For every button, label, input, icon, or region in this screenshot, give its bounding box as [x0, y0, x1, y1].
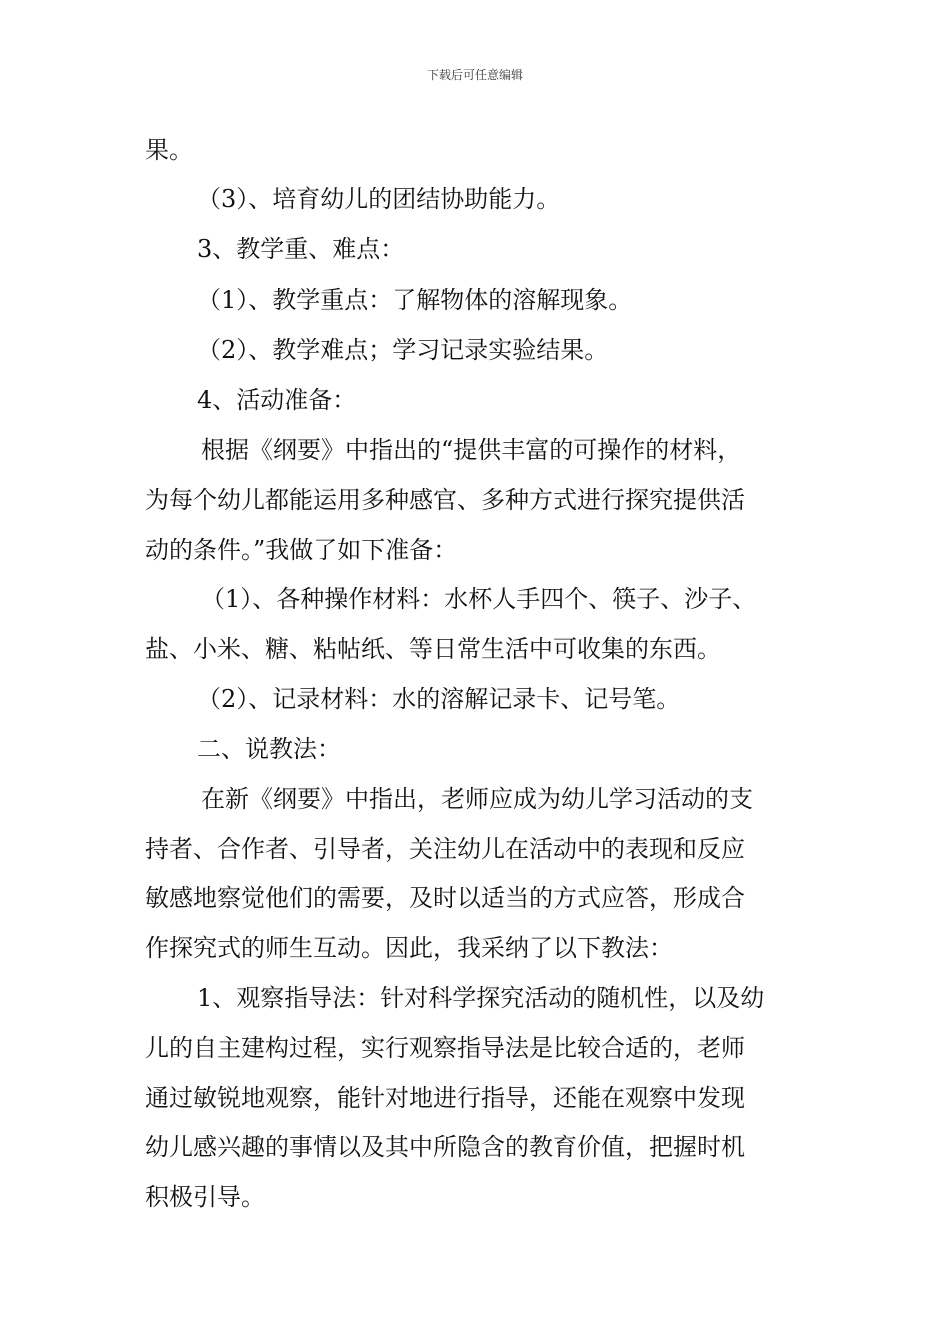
text-line: 儿的自主建构过程，实行观察指导法是比较合适的，老师 — [145, 1034, 745, 1062]
text-line: 二、说教法： — [197, 735, 341, 763]
text-line: （2）、记录材料：水的溶解记录卡、记号笔。 — [197, 685, 681, 713]
text-line: （3）、培育幼儿的团结协助能力。 — [197, 185, 561, 213]
text-line: 敏感地察觉他们的需要，及时以适当的方式应答，形成合 — [145, 884, 745, 912]
text-line: 作探究式的师生互动。因此，我采纳了以下教法： — [145, 934, 673, 962]
text-line: 果。 — [145, 136, 193, 164]
text-line: 幼儿感兴趣的事情以及其中所隐含的教育价值，把握时机 — [145, 1133, 745, 1161]
text-line: 通过敏锐地观察，能针对地进行指导，还能在观察中发现 — [145, 1084, 745, 1112]
text-line: 在新《纲要》中指出，老师应成为幼儿学习活动的支 — [201, 785, 753, 813]
text-line: 持者、合作者、引导者，关注幼儿在活动中的表现和反应 — [145, 835, 745, 863]
page-header: 下载后可任意编辑 — [426, 68, 523, 82]
text-line: （2）、教学难点；学习记录实验结果。 — [197, 336, 609, 364]
text-line: 积极引导。 — [145, 1183, 265, 1211]
text-line: （1）、各种操作材料：水杯人手四个、筷子、沙子、 — [201, 585, 757, 613]
text-line: 为每个幼儿都能运用多种感官、多种方式进行探究提供活 — [145, 486, 745, 514]
text-line: 盐、小米、糖、粘帖纸、等日常生活中可收集的东西。 — [145, 635, 721, 663]
text-line: 动的条件。”我做了如下准备： — [145, 536, 458, 564]
text-line: 1、观察指导法：针对科学探究活动的随机性，以及幼 — [197, 984, 765, 1012]
text-line: 3、教学重、难点： — [197, 235, 405, 263]
text-line: 根据《纲要》中指出的“提供丰富的可操作的材料， — [201, 436, 742, 464]
text-line: 4、活动准备： — [197, 386, 357, 414]
text-line: （1）、教学重点：了解物体的溶解现象。 — [197, 286, 633, 314]
